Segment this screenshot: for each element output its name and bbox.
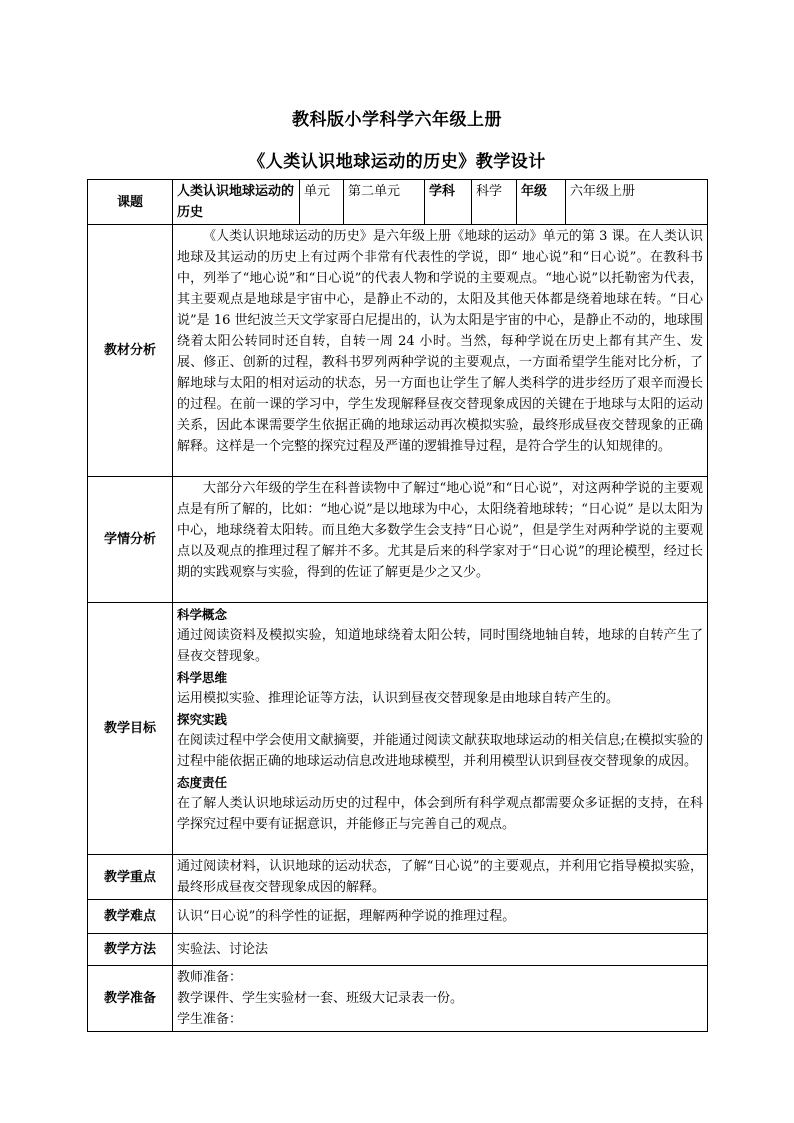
teacher-prep-label: 教师准备： — [177, 970, 243, 985]
objective-text-thinking: 运用模拟实验、推理论证等方法，认识到昼夜交替现象是由地球自转产生的。 — [177, 691, 620, 706]
learner-analysis-label: 学情分析 — [88, 477, 173, 603]
material-analysis-row — [88, 225, 708, 477]
teacher-prep-text: 教学课件、学生实验材一套、班级大记录表一份。 — [177, 991, 464, 1006]
unit-label: 单元 — [300, 180, 344, 225]
key-points-text: 通过阅读材料，认识地球的运动状态，了解“日心说”的主要观点，并利用它指导模拟实验，最终形成昼夜交替现象成因的解释。 — [177, 859, 703, 895]
grade-label: 年级 — [517, 180, 566, 225]
learner-analysis-text: 大部分六年级的学生在科普读物中了解过“地心说”和“日心说”，对这两种学说的主要观点是有所了解的，比如：“地心说”是以地球为中心，太阳绕着地球转；“日心说” 是以太阳为中心，地球绕着太阳转。而且绝大多数学生会支持“日心说”，但是学生对两种学说的主要观点以及观点的推理过程了解并不多。尤其是后来的科学家对于“日心说”的理论模型，经过长期的实践观察与实验，得到的佐证了解更是少之又少。 — [177, 481, 703, 580]
objective-text-concept: 通过阅读资料及模拟实验，知道地球绕着太阳公转，同时围绕地轴自转，地球的自转产生了昼夜交替现象。 — [177, 628, 703, 664]
difficulties-row — [88, 900, 708, 934]
key-points-row — [88, 855, 708, 900]
material-analysis-text: 《人类认识地球运动的历史》是六年级上册《地球的运动》单元的第 3 课。在人类认识地球及其运动的历史上有过两个非常有代表性的学说，即“ 地心说”和“日心说”。在教科书中，列举了“地心说”和“日心说”的代表人物和学说的主要观点。“地心说”以托勒密为代表，其主要观点是地球是宇宙中心，是静止不动的，太阳及其他天体都是绕着地球在转。“日心说”是 16 世纪波兰天文学家哥白尼提出的，认为太阳是宇宙的中心，是静止不动的，地球围绕着太阳公转同时还自转，自转一周 24 小时。当然，每种学说在历史上都有其产生、发展、修正、创新的过程，教科书罗列两种学说的主要观点，一方面希望学生能对比分析，了解地球与太阳的相对运动的状态，另一方面也让学生了解人类科学的进步经历了艰辛而漫长的过程。在前一课的学习中，学生发现解释昼夜交替现象成因的关键在于地球与太阳的运动关系，因此本课需要学生依据正确的地球运动再次模拟实验，最终形成昼夜交替现象的正确解释。这样是一个完整的探究过程及严谨的逻辑推导过程，是符合学生的认知规律的。 — [177, 229, 703, 454]
methods-text: 实验法、讨论法 — [177, 942, 269, 957]
objectives-label: 教学目标 — [88, 603, 173, 855]
material-analysis-label: 教材分析 — [88, 225, 173, 477]
objective-heading-thinking: 科学思维 — [177, 670, 228, 685]
lesson-title: 《人类认识地球运动的历史》教学设计 — [248, 152, 546, 172]
objective-heading-attitude: 态度责任 — [177, 775, 228, 790]
difficulties-text: 认识“日心说”的科学性的证据，理解两种学说的推理过程。 — [177, 909, 516, 924]
preparation-label: 教学准备 — [88, 966, 173, 1032]
objectives-row — [88, 603, 708, 855]
document-title: 教科版小学科学六年级上册 — [292, 110, 502, 130]
student-prep-label: 学生准备： — [177, 1012, 243, 1027]
key-points-label: 教学重点 — [88, 855, 173, 900]
objective-text-practice: 在阅读过程中学会使用文献摘要，并能通过阅读文献获取地球运动的相关信息;在模拟实验的过程中能依据正确的地球运动信息改进地球模型，并利用模型认识到昼夜交替现象的成因。 — [177, 733, 703, 769]
methods-row — [88, 934, 708, 966]
unit-value: 第二单元 — [344, 180, 425, 225]
topic-value: 人类认识地球运动的历史 — [173, 180, 300, 225]
objective-heading-practice: 探究实践 — [177, 712, 228, 727]
difficulties-label: 教学难点 — [88, 900, 173, 934]
info-row — [88, 180, 708, 225]
subject-label: 学科 — [425, 180, 472, 225]
preparation-row — [88, 966, 708, 1032]
objective-heading-concept: 科学概念 — [177, 607, 228, 622]
grade-value: 六年级上册 — [566, 180, 708, 225]
subject-value: 科学 — [472, 180, 517, 225]
lesson-plan-table — [87, 179, 708, 1032]
learner-analysis-row — [88, 477, 708, 603]
objective-text-attitude: 在了解人类认识地球运动历史的过程中，体会到所有科学观点都需要众多证据的支持，在科学探究过程中要有证据意识，并能修正与完善自己的观点。 — [177, 796, 703, 832]
topic-label: 课题 — [88, 180, 173, 225]
methods-label: 教学方法 — [88, 934, 173, 966]
